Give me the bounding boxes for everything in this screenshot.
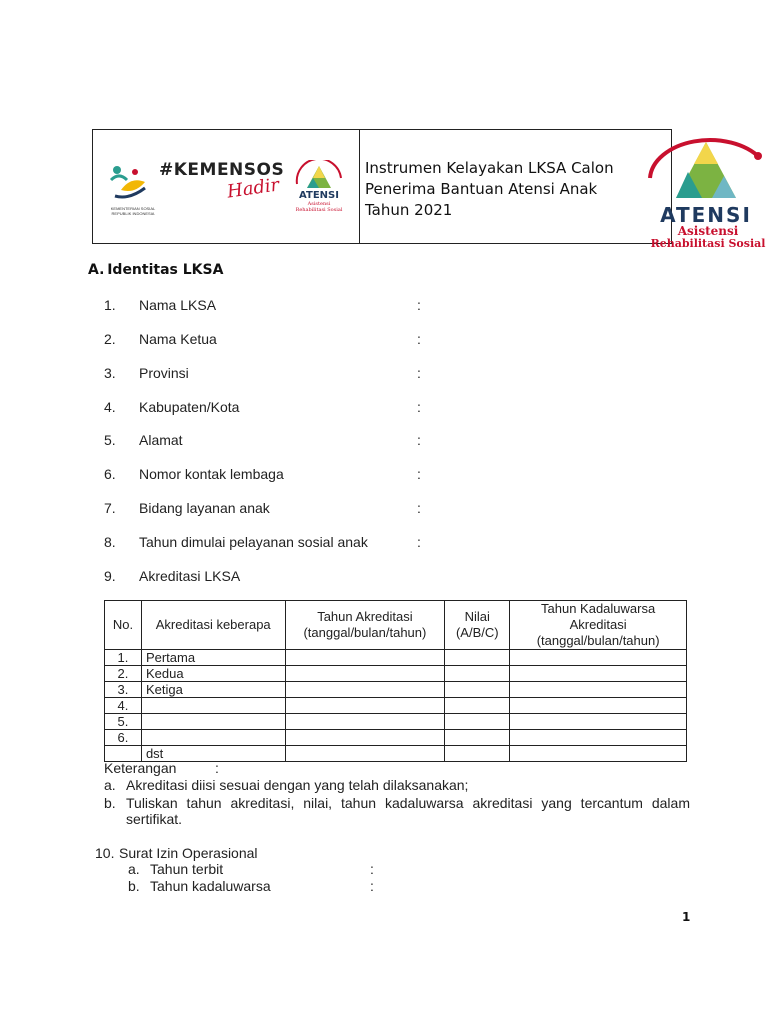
field-colon: : <box>417 297 421 313</box>
kemensos-logo-icon <box>105 158 153 206</box>
field-number: 9. <box>104 568 116 584</box>
field-label: Alamat <box>139 432 183 448</box>
list-marker: b. <box>128 878 140 894</box>
field-number: 7. <box>104 500 116 516</box>
kemensos-caption: KEMENTERIAN SOSIAL REPUBLIK INDONESIA <box>110 206 156 216</box>
cell-no: 3. <box>105 682 142 698</box>
field-number: 4. <box>104 399 116 415</box>
field-number: 8. <box>104 534 116 550</box>
field-colon: : <box>417 500 421 516</box>
field-colon: : <box>417 466 421 482</box>
col-header-no: No. <box>105 601 142 650</box>
col-header-nilai: Nilai (A/B/C) <box>445 601 510 650</box>
field-number: 6. <box>104 466 116 482</box>
cell-tahun-kadaluwarsa[interactable] <box>510 682 687 698</box>
table-row <box>105 650 687 666</box>
field-label: Kabupaten/Kota <box>139 399 240 415</box>
field-number: 2. <box>104 331 116 347</box>
atensi-big-line1: Asistensi <box>677 224 739 238</box>
section-a-title: A. Identitas LKSA <box>88 262 224 278</box>
cell-tahun-akreditasi[interactable] <box>285 682 445 698</box>
list-marker: b. <box>104 795 116 811</box>
header-divider <box>359 130 360 243</box>
table-row <box>105 746 687 762</box>
atensi-small-logo-icon <box>291 160 347 220</box>
title-line-3: Tahun 2021 <box>365 201 453 219</box>
cell-tahun-kadaluwarsa[interactable] <box>510 650 687 666</box>
title-line-1: Instrumen Kelayakan LKSA Calon <box>365 159 614 177</box>
field-colon: : <box>370 878 374 894</box>
field-label: Bidang layanan anak <box>139 500 270 516</box>
field-colon: : <box>370 861 374 877</box>
table-row <box>105 682 687 698</box>
cell-no: 4. <box>105 698 142 714</box>
cell-nilai[interactable] <box>445 714 510 730</box>
field-label: Tahun kadaluwarsa <box>150 878 271 894</box>
field-label: Tahun terbit <box>150 861 224 877</box>
col-header-tahun-akreditasi: Tahun Akreditasi (tanggal/bulan/tahun) <box>285 601 445 650</box>
atensi-small-line1: Asistensi <box>307 201 331 207</box>
cell-akreditasi: Kedua <box>141 666 285 682</box>
field-number: 10. <box>95 845 115 861</box>
cell-tahun-kadaluwarsa[interactable] <box>510 666 687 682</box>
atensi-big-word: ATENSI <box>660 203 752 227</box>
keterangan-item-b <box>104 795 690 829</box>
cell-akreditasi[interactable] <box>141 730 285 746</box>
list-marker: a. <box>104 777 116 793</box>
cell-tahun-kadaluwarsa[interactable] <box>510 714 687 730</box>
keterangan-item-a <box>104 777 690 793</box>
cell-nilai[interactable] <box>445 682 510 698</box>
atensi-small-line2: Rehabilitasi Sosial <box>295 207 343 213</box>
cell-tahun-kadaluwarsa[interactable] <box>510 746 687 762</box>
table-header-row <box>105 601 687 650</box>
cell-nilai[interactable] <box>445 746 510 762</box>
cell-tahun-akreditasi[interactable] <box>285 698 445 714</box>
cell-tahun-akreditasi[interactable] <box>285 714 445 730</box>
cell-nilai[interactable] <box>445 666 510 682</box>
cell-akreditasi[interactable] <box>141 714 285 730</box>
atensi-small-word: ATENSI <box>299 190 339 201</box>
field-number: 5. <box>104 432 116 448</box>
field-label: Akreditasi LKSA <box>139 568 241 584</box>
cell-tahun-akreditasi[interactable] <box>285 666 445 682</box>
header-box <box>92 129 672 244</box>
kemensos-hashtag: #KEMENSOS <box>159 160 285 180</box>
field-colon: : <box>417 399 421 415</box>
atensi-big-logo-icon <box>642 132 768 248</box>
cell-akreditasi: dst <box>141 746 285 762</box>
table-row <box>105 714 687 730</box>
cell-tahun-akreditasi[interactable] <box>285 650 445 666</box>
cell-no: 5. <box>105 714 142 730</box>
cell-akreditasi: Pertama <box>141 650 285 666</box>
page-number: 1 <box>682 910 691 924</box>
akreditasi-table <box>104 600 687 762</box>
field-colon: : <box>417 365 421 381</box>
atensi-big-line2: Rehabilitasi Sosial <box>650 237 766 248</box>
table-row <box>105 666 687 682</box>
cell-nilai[interactable] <box>445 698 510 714</box>
cell-tahun-akreditasi[interactable] <box>285 730 445 746</box>
table-row <box>105 698 687 714</box>
hadir-wordmark: Hadir <box>225 174 281 203</box>
list-marker: a. <box>128 861 140 877</box>
document-title <box>365 158 655 221</box>
keterangan-heading <box>104 760 219 776</box>
cell-no: 2. <box>105 666 142 682</box>
field-number: 1. <box>104 297 116 313</box>
field-label: Nomor kontak lembaga <box>139 466 284 482</box>
col-header-akreditasi: Akreditasi keberapa <box>141 601 285 650</box>
table-row <box>105 730 687 746</box>
cell-no: 6. <box>105 730 142 746</box>
field-label: Surat Izin Operasional <box>119 845 258 861</box>
field-label: Provinsi <box>139 365 189 381</box>
cell-akreditasi: Ketiga <box>141 682 285 698</box>
cell-no: 1. <box>105 650 142 666</box>
list-text: Tuliskan tahun akreditasi, nilai, tahun kadaluwarsa akreditasi yang tercantum dalam sertifikat. <box>126 795 690 827</box>
keterangan-colon: : <box>215 760 219 776</box>
field-number: 3. <box>104 365 116 381</box>
cell-nilai[interactable] <box>445 730 510 746</box>
field-colon: : <box>417 331 421 347</box>
cell-tahun-kadaluwarsa[interactable] <box>510 698 687 714</box>
cell-nilai[interactable] <box>445 650 510 666</box>
field-label: Nama Ketua <box>139 331 217 347</box>
field-label: Nama LKSA <box>139 297 217 313</box>
cell-tahun-akreditasi[interactable] <box>285 746 445 762</box>
field-label: Tahun dimulai pelayanan sosial anak <box>139 534 368 550</box>
col-header-tahun-kadaluwarsa: Tahun Kadaluwarsa Akreditasi (tanggal/bulan/tahun) <box>510 601 687 650</box>
cell-tahun-kadaluwarsa[interactable] <box>510 730 687 746</box>
cell-akreditasi[interactable] <box>141 698 285 714</box>
title-line-2: Penerima Bantuan Atensi Anak <box>365 180 598 198</box>
field-colon: : <box>417 534 421 550</box>
list-text: Akreditasi diisi sesuai dengan yang telah dilaksanakan; <box>126 777 469 793</box>
field-colon: : <box>417 432 421 448</box>
keterangan-title: Keterangan <box>104 760 177 776</box>
